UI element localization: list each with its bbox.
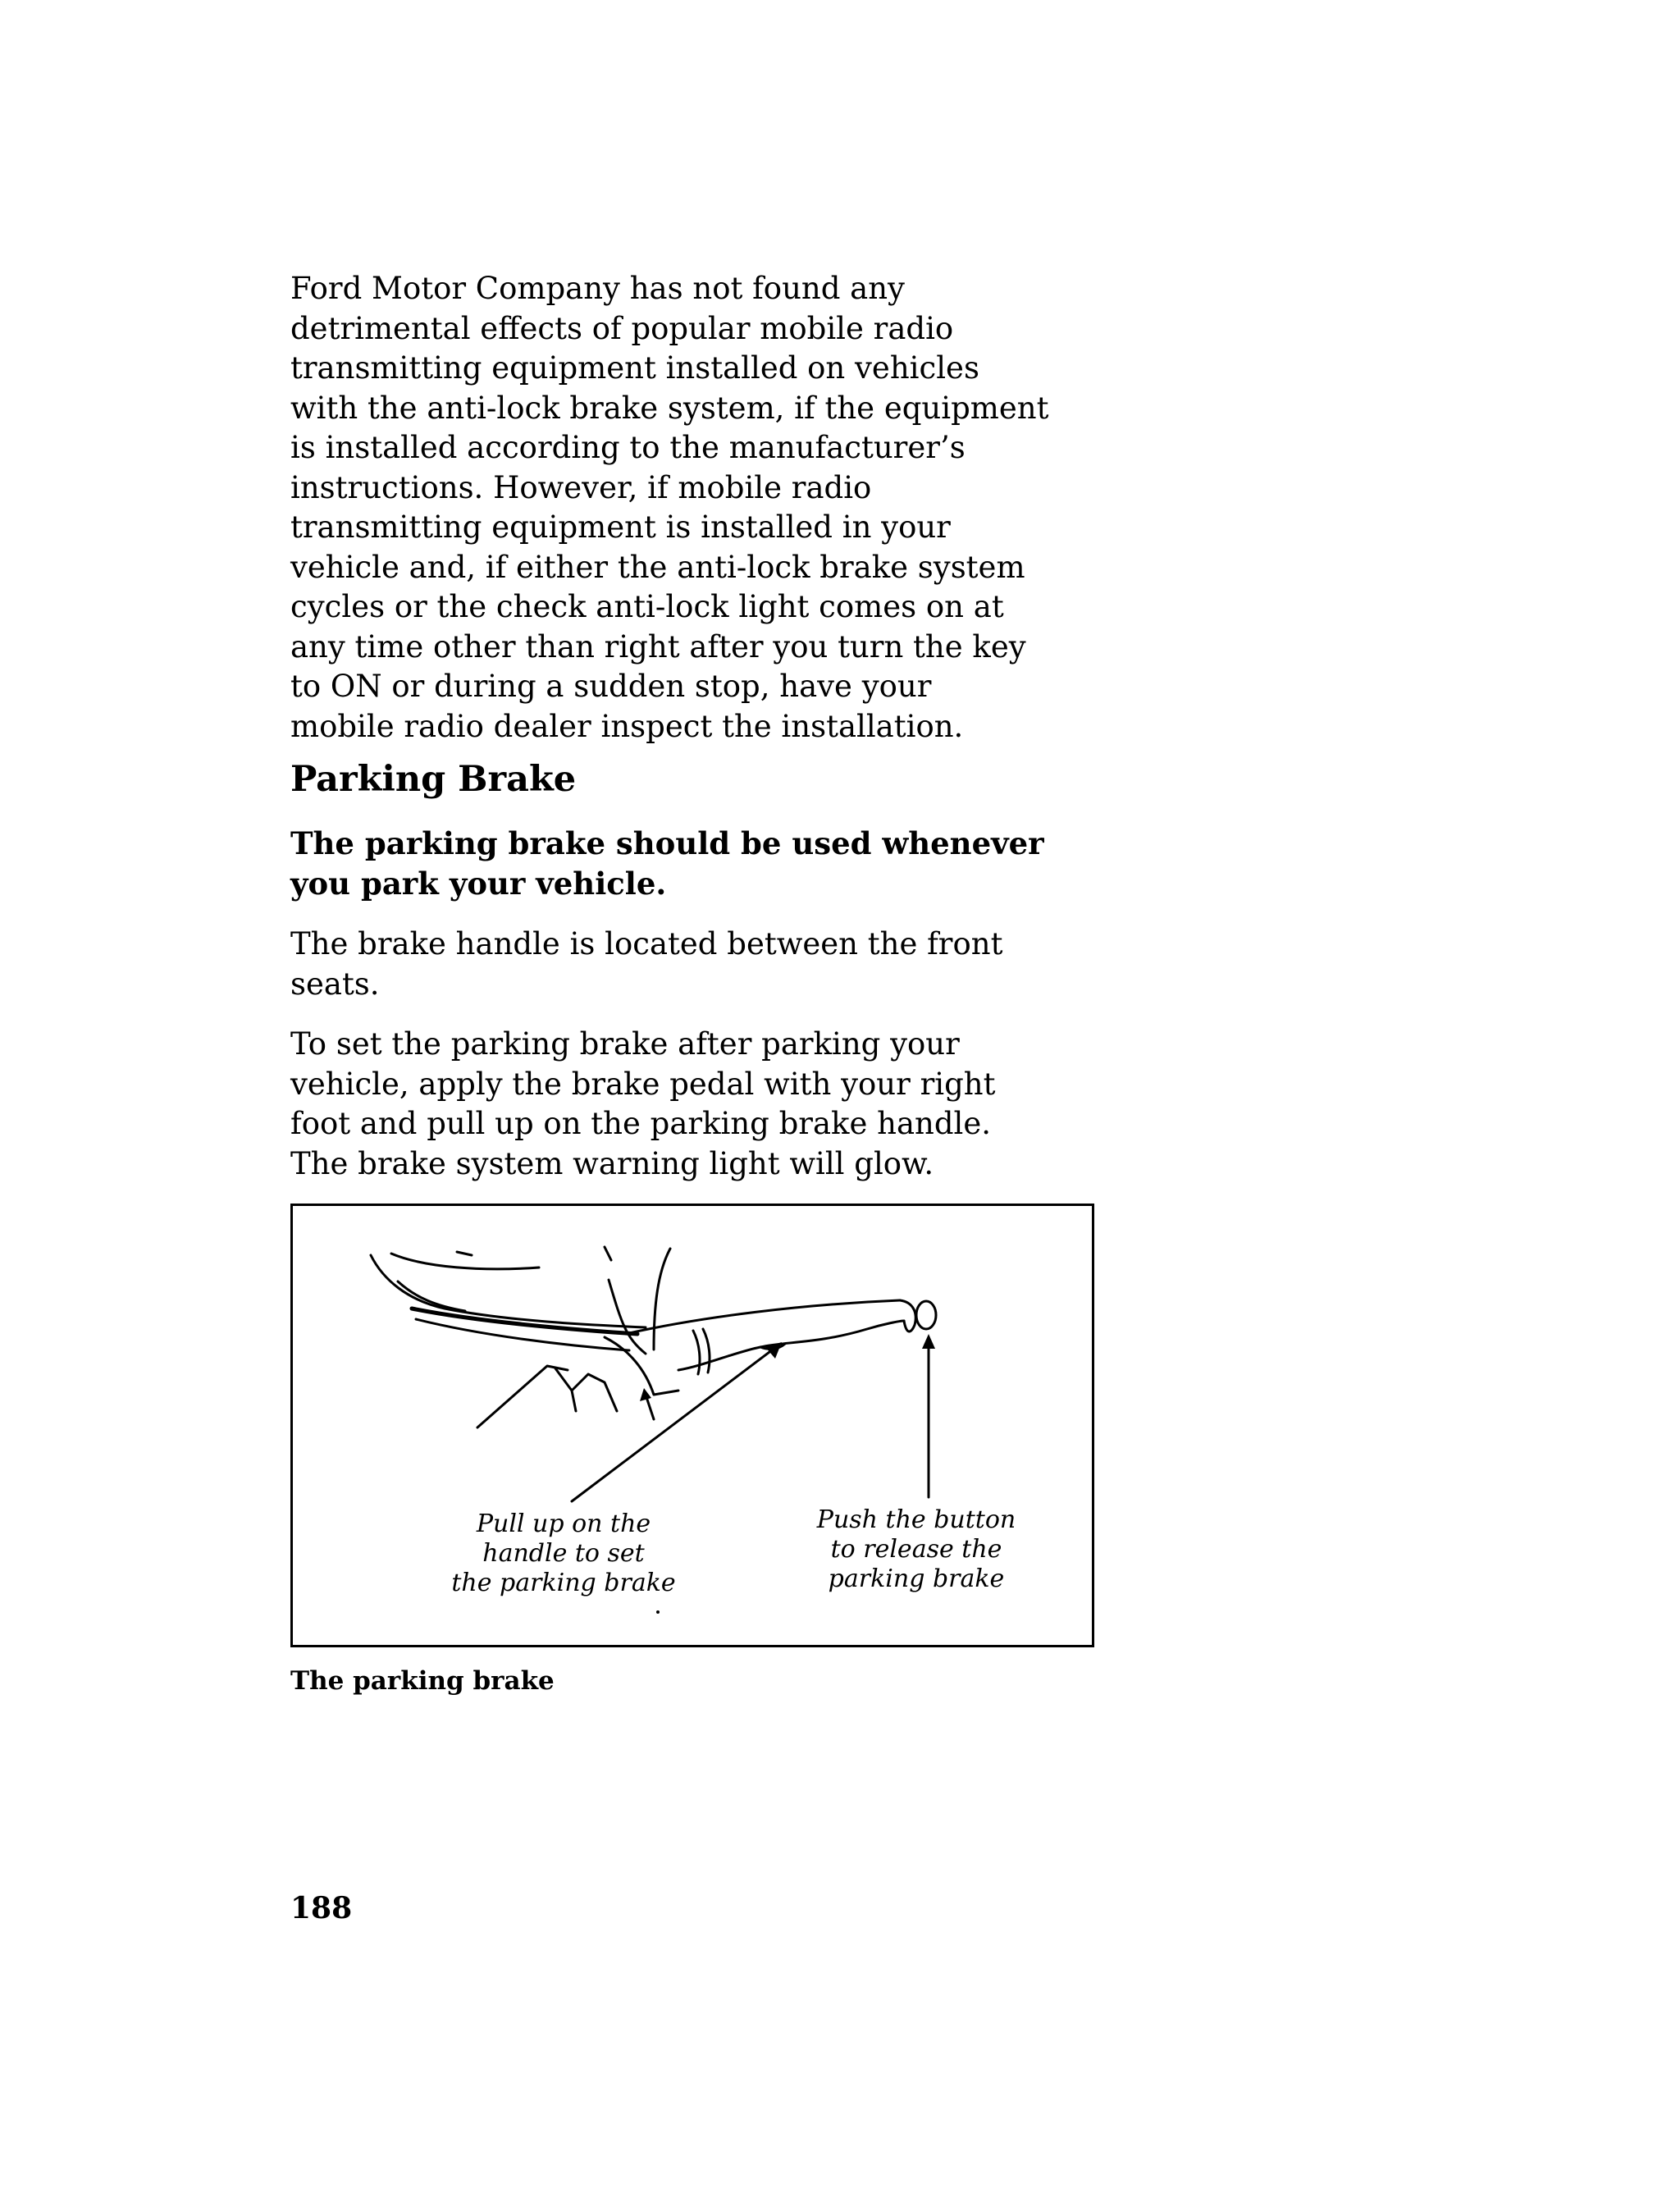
lever-collar-2 — [703, 1329, 710, 1373]
base-arrow-head — [640, 1388, 651, 1401]
release-button — [916, 1301, 936, 1329]
intro-paragraph — [290, 269, 1111, 747]
callout-line: parking brake — [828, 1564, 1005, 1593]
handle-line: seats. — [290, 966, 380, 1002]
handle-line: The brake handle is located between the front — [290, 926, 1003, 961]
speck — [656, 1610, 660, 1614]
intro-line: vehicle and, if either the anti-lock brake system — [290, 549, 1025, 585]
intro-line: to ON or during a sudden stop, have your — [290, 669, 932, 704]
seat-edge-2 — [654, 1249, 670, 1350]
intro-line: transmitting equipment is installed in your — [290, 509, 951, 545]
bold-line: The parking brake should be used whenever — [290, 825, 1044, 861]
page-number: 188 — [290, 1891, 353, 1925]
pull-up-callout — [432, 1510, 695, 1598]
push-arrow-head — [922, 1334, 935, 1349]
bold-paragraph — [290, 824, 1111, 903]
intro-line: Ford Motor Company has not found any — [290, 271, 905, 306]
intro-line: mobile radio dealer inspect the installation. — [290, 708, 964, 744]
callout-line: to release the — [830, 1535, 1002, 1564]
handle-boot — [605, 1337, 678, 1395]
set-line: To set the parking brake after parking your — [290, 1026, 960, 1062]
intro-line: any time other than right after you turn the key — [290, 628, 1026, 665]
callout-line: handle to set — [482, 1539, 645, 1568]
handle-location-paragraph — [290, 925, 1111, 1004]
mark-dash — [457, 1252, 472, 1255]
intro-line: is installed according to the manufacturer’s — [290, 430, 966, 465]
intro-line: detrimental effects of popular mobile radio — [290, 310, 954, 346]
set-line: foot and pull up on the parking brake handle. — [290, 1106, 992, 1141]
mark-tick — [605, 1247, 611, 1260]
trim-strip-top — [412, 1309, 637, 1334]
callout-line: the parking brake — [451, 1569, 676, 1597]
section-heading: Parking Brake — [290, 759, 577, 800]
lever-end — [900, 1300, 915, 1331]
set-line: vehicle, apply the brake pedal with your right — [290, 1066, 996, 1102]
set-line: The brake system warning light will glow. — [290, 1145, 934, 1181]
callout-line: Push the button — [816, 1505, 1016, 1534]
intro-line: cycles or the check anti-lock light comes on at — [290, 589, 1004, 624]
boot-block — [555, 1368, 617, 1411]
console-top-arc — [391, 1254, 539, 1269]
intro-line: instructions. However, if mobile radio — [290, 469, 872, 505]
console-inner-line — [398, 1281, 465, 1311]
pull-arrow-line — [572, 1350, 773, 1501]
intro-line: transmitting equipment installed on vehicles — [290, 350, 979, 386]
bold-line: you park your vehicle. — [290, 865, 667, 902]
callout-line: Pull up on the — [476, 1510, 651, 1538]
figure-caption: The parking brake — [290, 1666, 555, 1696]
lever-bottom — [678, 1321, 904, 1370]
intro-line: with the anti-lock brake system, if the equipment — [290, 390, 1049, 426]
lever-top — [629, 1300, 900, 1333]
boot-left — [477, 1366, 568, 1427]
set-brake-paragraph — [290, 1025, 1111, 1184]
push-button-callout — [793, 1505, 1039, 1594]
parking-brake-figure — [290, 1204, 1094, 1647]
boot-block-2 — [572, 1391, 576, 1411]
